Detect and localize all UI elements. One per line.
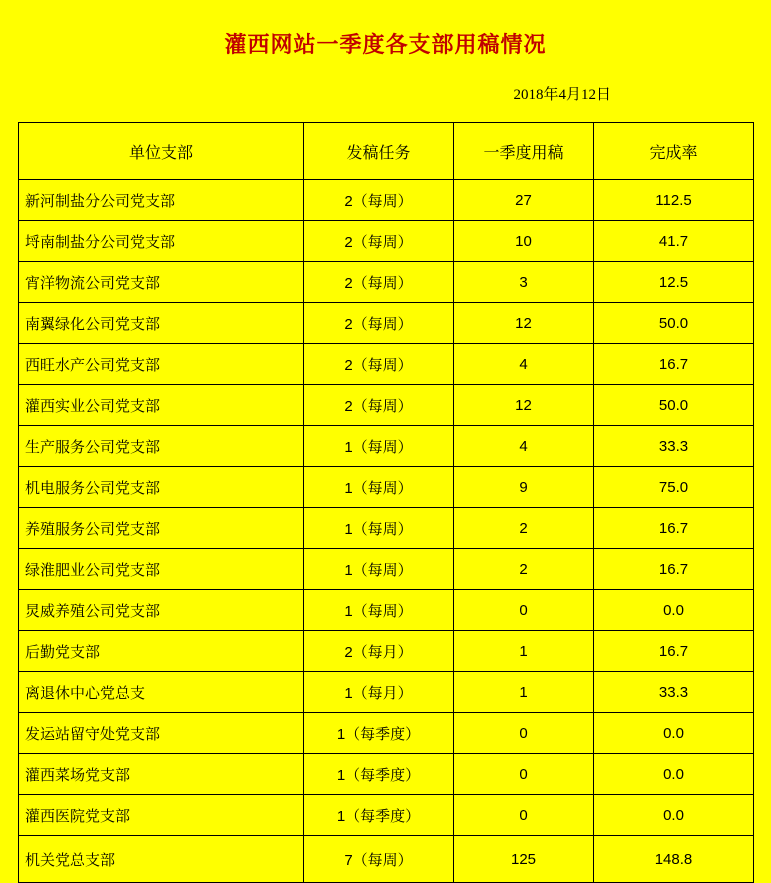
column-header-unit: 单位支部: [19, 123, 304, 180]
cell-count: 1: [454, 631, 594, 672]
table-row: [19, 385, 754, 426]
cell-count: 4: [454, 344, 594, 385]
table-row: [19, 549, 754, 590]
cell-task: 2（每周）: [304, 262, 454, 303]
cell-count: 12: [454, 385, 594, 426]
cell-rate: 50.0: [594, 303, 754, 344]
cell-count: 10: [454, 221, 594, 262]
cell-count: 9: [454, 467, 594, 508]
cell-rate: 33.3: [594, 672, 754, 713]
cell-count: 2: [454, 549, 594, 590]
cell-task: 2（每周）: [304, 385, 454, 426]
table-row: [19, 303, 754, 344]
cell-task: 1（每周）: [304, 467, 454, 508]
table-row: [19, 467, 754, 508]
cell-count: 3: [454, 262, 594, 303]
column-header-count: 一季度用稿: [454, 123, 594, 180]
cell-task: 2（每月）: [304, 631, 454, 672]
cell-unit: 西旺水产公司党支部: [19, 344, 304, 385]
cell-task: 1（每周）: [304, 549, 454, 590]
cell-rate: 16.7: [594, 549, 754, 590]
cell-task: 1（每月）: [304, 672, 454, 713]
table-row: [19, 795, 754, 836]
cell-unit: 炅威养殖公司党支部: [19, 590, 304, 631]
cell-unit: 新河制盐分公司党支部: [19, 180, 304, 221]
cell-count: 0: [454, 590, 594, 631]
cell-unit: 后勤党支部: [19, 631, 304, 672]
cell-count: 1: [454, 672, 594, 713]
cell-unit: 养殖服务公司党支部: [19, 508, 304, 549]
cell-rate: 16.7: [594, 631, 754, 672]
cell-rate: 16.7: [594, 508, 754, 549]
cell-unit: 南翼绿化公司党支部: [19, 303, 304, 344]
cell-unit: 灌西医院党支部: [19, 795, 304, 836]
table-row: [19, 672, 754, 713]
cell-task: 2（每周）: [304, 221, 454, 262]
cell-task: 1（每周）: [304, 426, 454, 467]
table-row: [19, 344, 754, 385]
table-row: [19, 180, 754, 221]
table-row: [19, 590, 754, 631]
table-row: [19, 221, 754, 262]
table-row: [19, 631, 754, 672]
cell-count: 0: [454, 754, 594, 795]
cell-task: 7（每周）: [304, 836, 454, 883]
cell-task: 2（每周）: [304, 344, 454, 385]
cell-unit: 发运站留守处党支部: [19, 713, 304, 754]
cell-unit: 机电服务公司党支部: [19, 467, 304, 508]
cell-unit: 灌西菜场党支部: [19, 754, 304, 795]
cell-unit: 灌西实业公司党支部: [19, 385, 304, 426]
table-container: [0, 104, 771, 883]
column-header-task: 发稿任务: [304, 123, 454, 180]
cell-unit: 宵洋物流公司党支部: [19, 262, 304, 303]
cell-rate: 12.5: [594, 262, 754, 303]
column-header-rate: 完成率: [594, 123, 754, 180]
cell-unit: 生产服务公司党支部: [19, 426, 304, 467]
cell-unit: 离退休中心党总支: [19, 672, 304, 713]
cell-task: 2（每周）: [304, 303, 454, 344]
table-header-row: [19, 123, 754, 180]
cell-count: 125: [454, 836, 594, 883]
cell-unit: 绿淮肥业公司党支部: [19, 549, 304, 590]
cell-count: 0: [454, 795, 594, 836]
table-body: [19, 180, 754, 883]
cell-rate: 0.0: [594, 713, 754, 754]
cell-count: 27: [454, 180, 594, 221]
report-table: [18, 122, 754, 883]
cell-task: 2（每周）: [304, 180, 454, 221]
cell-count: 4: [454, 426, 594, 467]
cell-count: 0: [454, 713, 594, 754]
cell-task: 1（每周）: [304, 508, 454, 549]
cell-rate: 148.8: [594, 836, 754, 883]
page-title: 灌西网站一季度各支部用稿情况: [224, 32, 547, 57]
cell-task: 1（每季度）: [304, 713, 454, 754]
table-header: [19, 123, 754, 180]
cell-rate: 112.5: [594, 180, 754, 221]
cell-task: 1（每季度）: [304, 754, 454, 795]
table-row: [19, 262, 754, 303]
cell-unit: 埒南制盐分公司党支部: [19, 221, 304, 262]
cell-rate: 0.0: [594, 590, 754, 631]
cell-task: 1（每周）: [304, 590, 454, 631]
table-row: [19, 836, 754, 883]
table-row: [19, 508, 754, 549]
table-row: [19, 754, 754, 795]
cell-count: 12: [454, 303, 594, 344]
cell-rate: 75.0: [594, 467, 754, 508]
table-row: [19, 713, 754, 754]
table-row: [19, 426, 754, 467]
cell-rate: 16.7: [594, 344, 754, 385]
cell-rate: 41.7: [594, 221, 754, 262]
cell-rate: 0.0: [594, 754, 754, 795]
cell-unit: 机关党总支部: [19, 836, 304, 883]
report-date: 2018年4月12日: [513, 87, 611, 103]
cell-rate: 33.3: [594, 426, 754, 467]
cell-task: 1（每季度）: [304, 795, 454, 836]
cell-rate: 50.0: [594, 385, 754, 426]
cell-count: 2: [454, 508, 594, 549]
cell-rate: 0.0: [594, 795, 754, 836]
